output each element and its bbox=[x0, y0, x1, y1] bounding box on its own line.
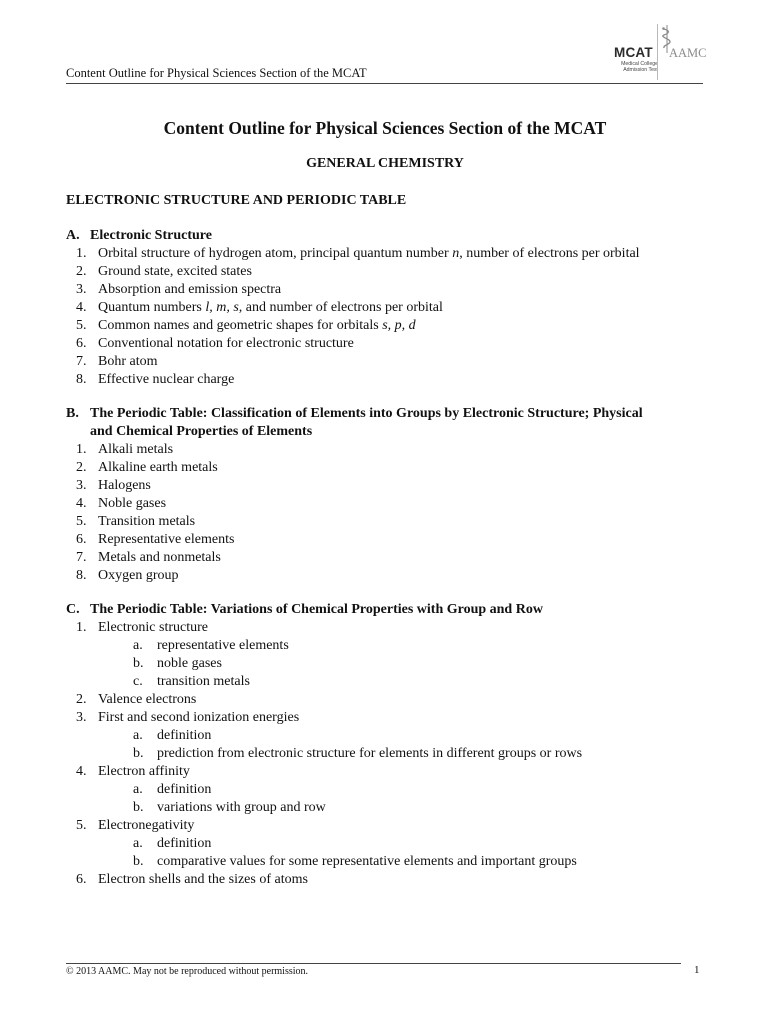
subitem-letter: a. bbox=[133, 638, 143, 653]
item-number: 6. bbox=[76, 532, 87, 547]
footer-rule bbox=[66, 963, 681, 964]
outline-item bbox=[66, 459, 716, 477]
section-title-line2: and Chemical Properties of Elements bbox=[90, 424, 313, 439]
outline-item bbox=[66, 763, 716, 781]
subitem-letter: b. bbox=[133, 800, 144, 815]
outline-subitem bbox=[66, 745, 716, 763]
outline-item bbox=[66, 709, 716, 727]
item-text-part: Electron shells and the sizes of atoms bbox=[98, 872, 308, 887]
item-number: 6. bbox=[76, 872, 87, 887]
outline-subitem bbox=[66, 727, 716, 745]
item-text-part: , number of electrons per orbital bbox=[459, 246, 640, 261]
outline-subitem bbox=[66, 673, 716, 691]
outline-subitem bbox=[66, 655, 716, 673]
item-text bbox=[98, 317, 416, 335]
item-text bbox=[98, 299, 443, 317]
item-text bbox=[98, 709, 299, 727]
item-text bbox=[98, 495, 166, 513]
outline-item bbox=[66, 281, 716, 299]
item-number: 1. bbox=[76, 246, 87, 261]
header-rule bbox=[66, 83, 703, 84]
outline-section-a bbox=[66, 227, 716, 389]
section-title bbox=[90, 405, 716, 441]
outline-section-b bbox=[66, 405, 716, 585]
item-number: 2. bbox=[76, 692, 87, 707]
item-number: 4. bbox=[76, 496, 87, 511]
item-text-part: First and second ionization energies bbox=[98, 710, 300, 725]
item-number: 8. bbox=[76, 568, 87, 583]
outline-item bbox=[66, 353, 716, 371]
item-text bbox=[98, 281, 281, 299]
item-text-part: Absorption and emission spectra bbox=[98, 282, 282, 297]
item-number: 1. bbox=[76, 620, 87, 635]
item-number: 3. bbox=[76, 478, 87, 493]
item-text-italic: n bbox=[452, 246, 460, 261]
subitem-letter: a. bbox=[133, 728, 143, 743]
item-number: 2. bbox=[76, 460, 87, 475]
page-subtitle: GENERAL CHEMISTRY bbox=[306, 156, 464, 171]
item-text bbox=[98, 817, 194, 835]
item-text-part: Representative elements bbox=[98, 532, 235, 547]
outline-subitem bbox=[66, 853, 716, 871]
subitem-letter: b. bbox=[133, 746, 144, 761]
item-text bbox=[98, 619, 208, 637]
copyright-notice: © 2013 AAMC. May not be reproduced without permission. bbox=[66, 966, 309, 977]
item-text-part: Electronegativity bbox=[98, 818, 195, 833]
logo-aamc-text: AAMC bbox=[669, 46, 707, 60]
section-letter: A. bbox=[66, 228, 80, 243]
outline-subitem bbox=[66, 781, 716, 799]
subitem-letter: a. bbox=[133, 782, 143, 797]
item-list bbox=[66, 619, 716, 889]
mcat-aamc-logo bbox=[600, 22, 707, 82]
outline-item bbox=[66, 549, 716, 567]
section-title-line1: The Periodic Table: Classification of Elements into Groups by Electronic Structure; Physical bbox=[90, 406, 643, 421]
item-text bbox=[98, 353, 158, 371]
item-number: 6. bbox=[76, 336, 87, 351]
section-title: The Periodic Table: Variations of Chemical Properties with Group and Row bbox=[90, 602, 543, 617]
item-text-part: Noble gases bbox=[98, 496, 167, 511]
outline-item bbox=[66, 531, 716, 549]
item-text-part: Quantum numbers bbox=[98, 300, 206, 315]
item-text-part: Bohr atom bbox=[98, 354, 158, 369]
outline-item bbox=[66, 441, 716, 459]
item-number: 7. bbox=[76, 354, 87, 369]
outline-content bbox=[66, 227, 716, 905]
item-text bbox=[98, 871, 308, 889]
section-letter: C. bbox=[66, 602, 80, 617]
logo-mcat-text: MCAT bbox=[614, 45, 653, 60]
item-text-part: Conventional notation for electronic structure bbox=[98, 336, 354, 351]
item-text bbox=[98, 263, 252, 281]
item-text bbox=[98, 335, 354, 353]
outline-item bbox=[66, 335, 716, 353]
item-text-part: Oxygen group bbox=[98, 568, 179, 583]
outline-item bbox=[66, 245, 716, 263]
logo-subtitle-line1: Medical College bbox=[621, 61, 658, 67]
logo-subtitle bbox=[614, 61, 658, 73]
subitem-text: definition bbox=[157, 836, 212, 851]
subitem-letter: a. bbox=[133, 836, 143, 851]
item-number: 3. bbox=[76, 282, 87, 297]
item-text-part: Electronic structure bbox=[98, 620, 209, 635]
subitem-text: definition bbox=[157, 728, 212, 743]
logo-subtitle-line2: Admission Test bbox=[623, 67, 658, 73]
item-text-part: Alkaline earth metals bbox=[98, 460, 218, 475]
item-number: 4. bbox=[76, 300, 87, 315]
item-text bbox=[98, 371, 234, 389]
item-text-part: Metals and nonmetals bbox=[98, 550, 221, 565]
outline-item bbox=[66, 371, 716, 389]
item-number: 3. bbox=[76, 710, 87, 725]
item-text-part: Valence electrons bbox=[98, 692, 197, 707]
item-text-part: Halogens bbox=[98, 478, 151, 493]
item-text bbox=[98, 691, 196, 709]
subitem-letter: b. bbox=[133, 656, 144, 671]
item-number: 7. bbox=[76, 550, 87, 565]
item-text bbox=[98, 459, 218, 477]
subitem-text: noble gases bbox=[157, 656, 222, 671]
outline-item bbox=[66, 513, 716, 531]
topic-heading: ELECTRONIC STRUCTURE AND PERIODIC TABLE bbox=[66, 193, 407, 208]
item-text-part: Ground state, excited states bbox=[98, 264, 252, 279]
item-list bbox=[66, 441, 716, 585]
item-number: 1. bbox=[76, 442, 87, 457]
item-text bbox=[98, 549, 221, 567]
item-text bbox=[98, 245, 640, 263]
item-text-part: Effective nuclear charge bbox=[98, 372, 235, 387]
subitem-text: variations with group and row bbox=[157, 800, 326, 815]
item-text bbox=[98, 477, 151, 495]
section-title: Electronic Structure bbox=[90, 228, 212, 243]
logo-divider bbox=[657, 24, 658, 80]
item-text-italic: s, p, d bbox=[382, 318, 416, 333]
item-text-part: Alkali metals bbox=[98, 442, 174, 457]
item-number: 5. bbox=[76, 514, 87, 529]
item-text bbox=[98, 567, 179, 585]
subitem-text: definition bbox=[157, 782, 212, 797]
item-list bbox=[66, 245, 716, 389]
item-number: 5. bbox=[76, 818, 87, 833]
subitem-letter: b. bbox=[133, 854, 144, 869]
outline-item bbox=[66, 495, 716, 513]
item-number: 5. bbox=[76, 318, 87, 333]
page-number: 1 bbox=[694, 964, 700, 976]
subitem-text: prediction from electronic structure for elements in different groups or rows bbox=[157, 746, 583, 761]
item-number: 2. bbox=[76, 264, 87, 279]
subitem-text: transition metals bbox=[157, 674, 250, 689]
outline-subitem bbox=[66, 637, 716, 655]
outline-item bbox=[66, 691, 716, 709]
item-text-part: Electron affinity bbox=[98, 764, 190, 779]
subitem-letter: c. bbox=[133, 674, 143, 689]
item-number: 8. bbox=[76, 372, 87, 387]
item-text-part: Transition metals bbox=[98, 514, 196, 529]
outline-item bbox=[66, 477, 716, 495]
running-header: Content Outline for Physical Sciences Section of the MCAT bbox=[66, 66, 367, 80]
outline-item bbox=[66, 817, 716, 835]
section-heading bbox=[66, 405, 716, 441]
section-heading bbox=[66, 227, 716, 245]
item-text bbox=[98, 531, 234, 549]
page-title: Content Outline for Physical Sciences Section of the MCAT bbox=[163, 118, 607, 138]
item-text-part: and number of electrons per orbital bbox=[242, 300, 443, 315]
item-text-part: Common names and geometric shapes for orbitals bbox=[98, 318, 383, 333]
outline-subitem bbox=[66, 799, 716, 817]
item-text-italic: l, m, s, bbox=[205, 300, 243, 315]
outline-item bbox=[66, 317, 716, 335]
subitem-text: representative elements bbox=[157, 638, 289, 653]
section-heading bbox=[66, 601, 716, 619]
item-number: 4. bbox=[76, 764, 87, 779]
outline-subitem bbox=[66, 835, 716, 853]
outline-item bbox=[66, 263, 716, 281]
outline-section-c bbox=[66, 601, 716, 889]
item-text bbox=[98, 763, 190, 781]
outline-item bbox=[66, 567, 716, 585]
outline-item bbox=[66, 871, 716, 889]
section-letter: B. bbox=[66, 406, 79, 421]
item-text bbox=[98, 441, 173, 459]
item-text bbox=[98, 513, 195, 531]
outline-item bbox=[66, 299, 716, 317]
item-text-part: Orbital structure of hydrogen atom, principal quantum number bbox=[98, 246, 453, 261]
outline-item bbox=[66, 619, 716, 637]
subitem-text: comparative values for some representative elements and important groups bbox=[157, 854, 577, 869]
